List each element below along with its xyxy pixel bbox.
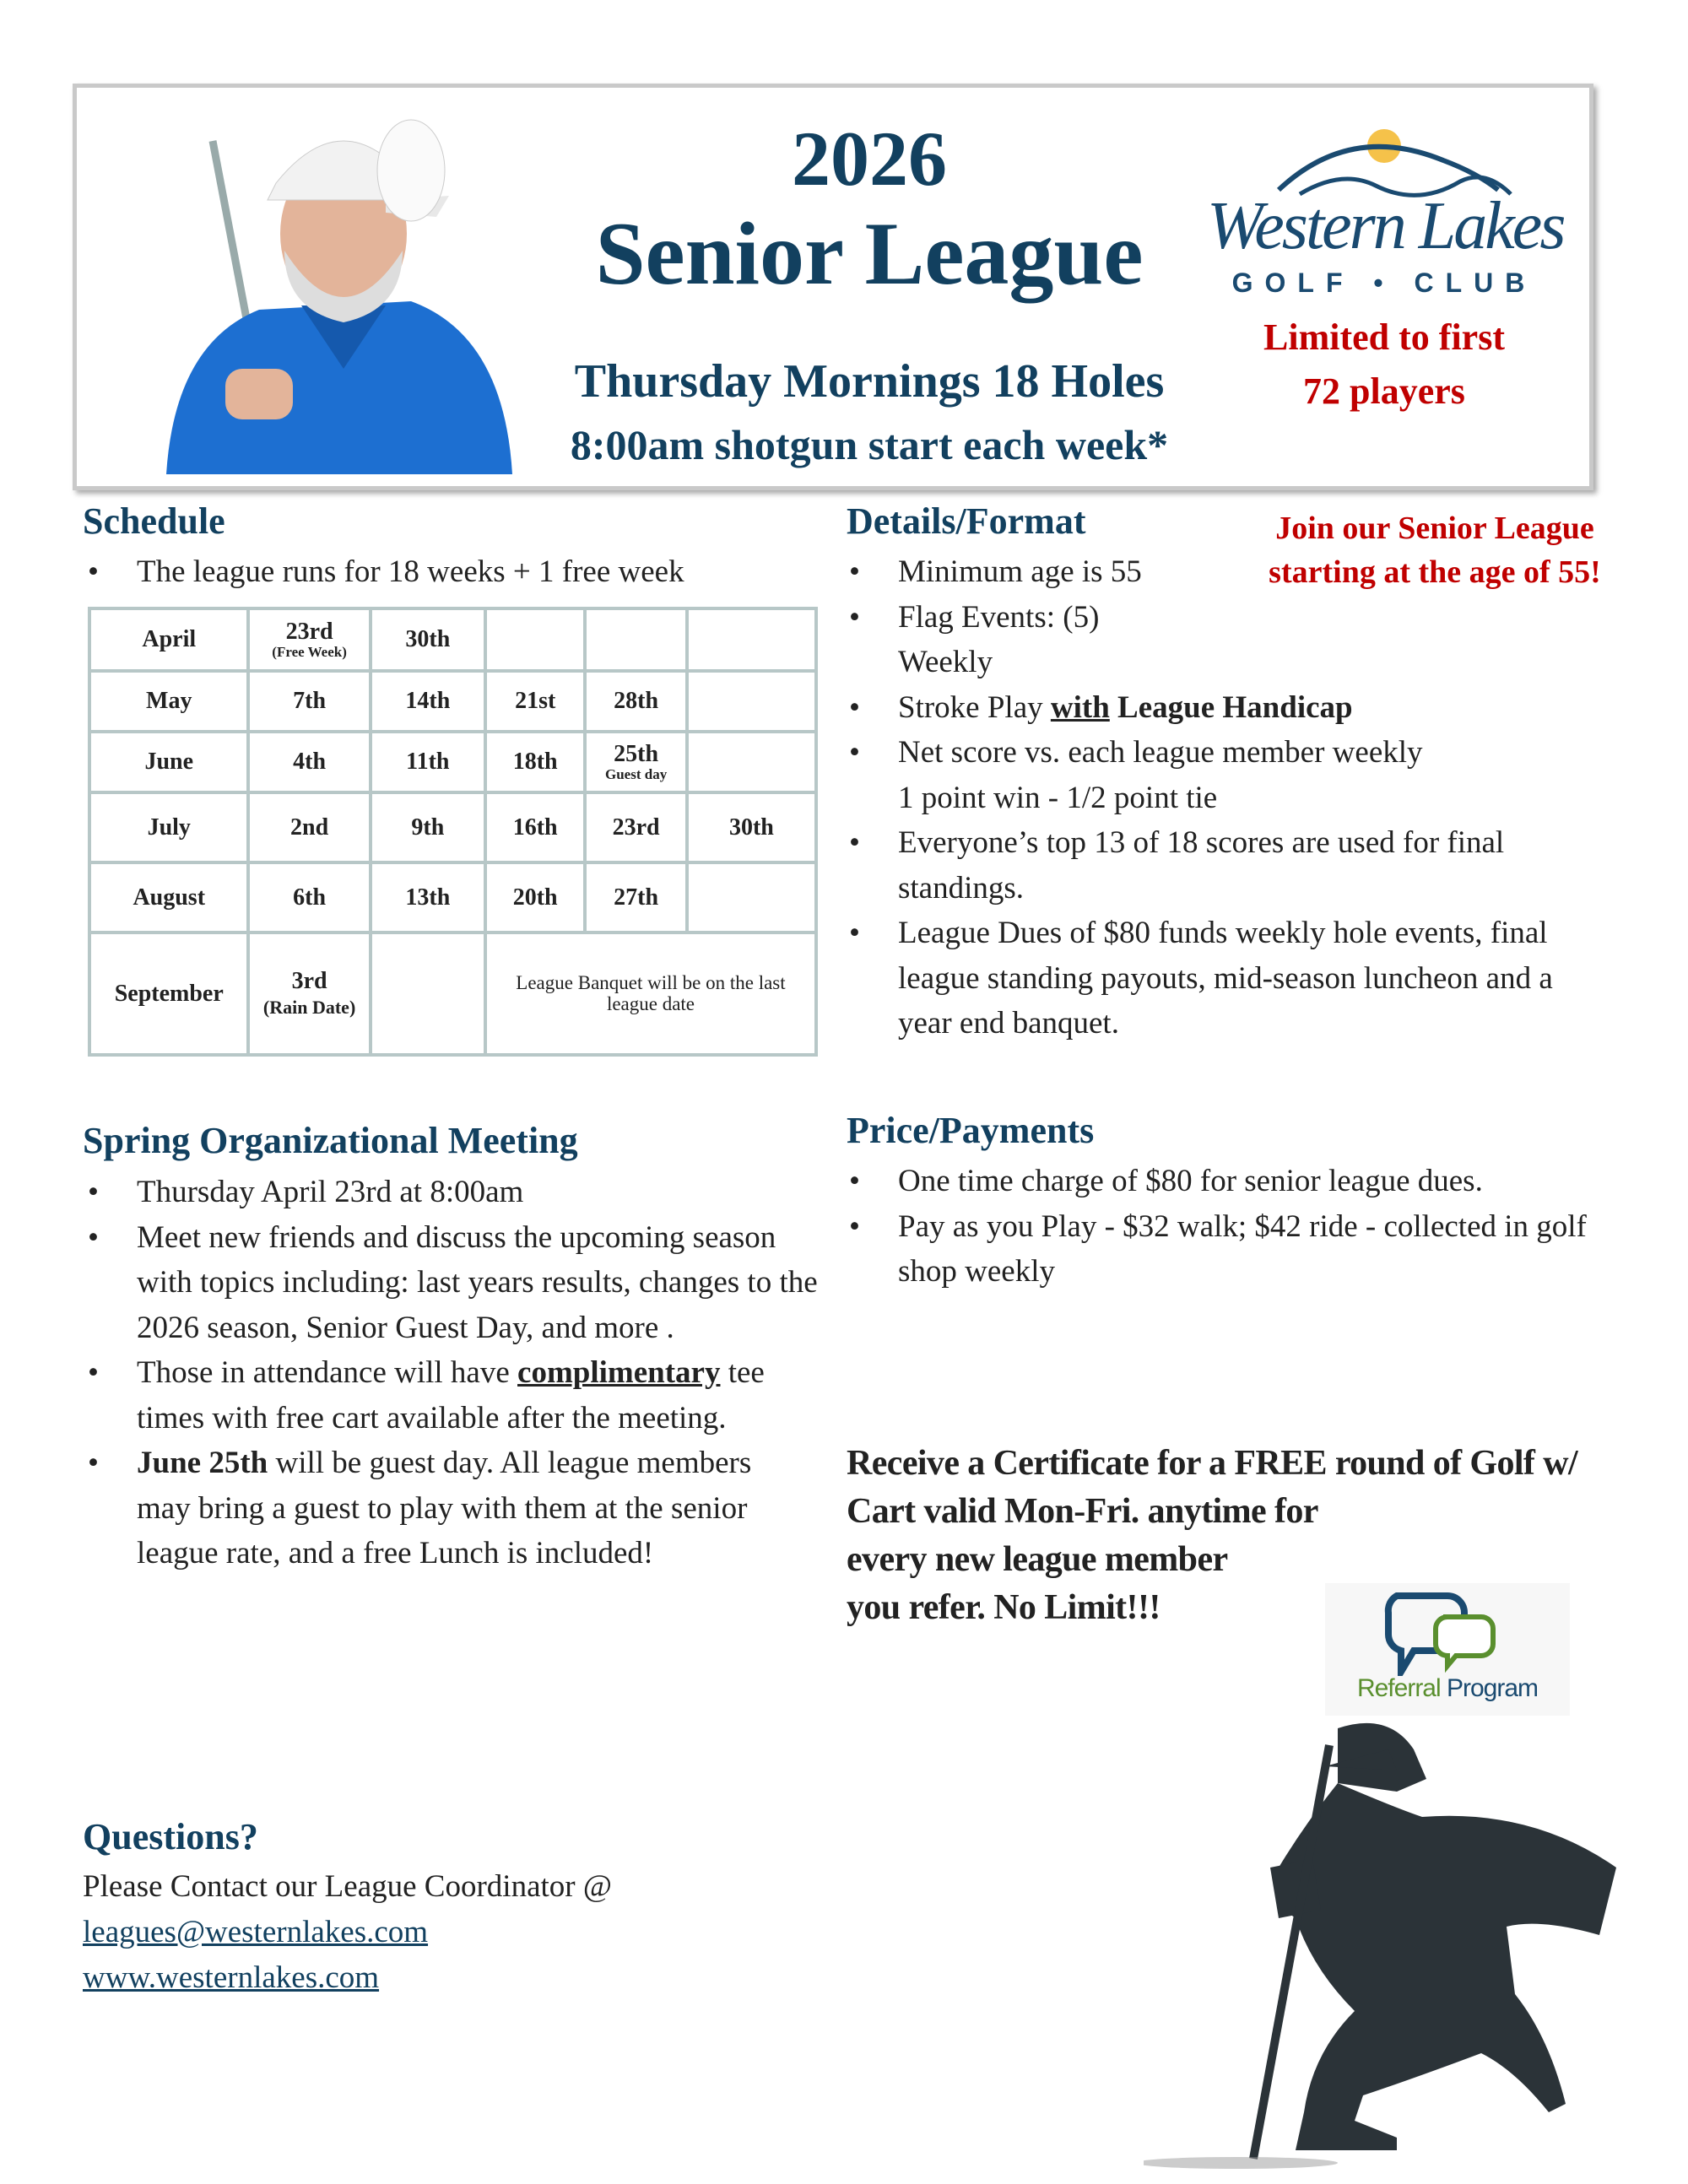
table-row: [89, 732, 816, 792]
month-cell: September: [89, 933, 248, 1055]
date-cell: 4th: [248, 732, 370, 792]
date-cell: 9th: [371, 792, 485, 862]
subtitle-thursday: Thursday Mornings 18 Holes: [574, 355, 1165, 408]
referral-line: every new league member: [847, 1540, 1228, 1579]
month-cell: June: [89, 732, 248, 792]
empty-cell: [371, 933, 485, 1055]
price-item: • Pay as you Play - $32 walk; $42 ride - collected in golf shop weekly: [849, 1204, 1609, 1295]
date-cell: 28th: [585, 671, 686, 732]
schedule-bullet: • The league runs for 18 weeks + 1 free week: [88, 549, 830, 595]
year-title: 2026: [792, 116, 947, 202]
table-row-september: [89, 933, 816, 1055]
price-heading: Price/Payments: [847, 1110, 1095, 1151]
limited-line-1: Limited to first: [1263, 316, 1505, 358]
date-cell: 18th: [485, 732, 585, 792]
details-item: • League Dues of $80 funds weekly hole events, final league standing payouts, mid-season luncheon and a year end banquet.: [849, 911, 1609, 1046]
email-link[interactable]: leagues@westernlakes.com: [83, 1915, 429, 1949]
limited-line-2: 72 players: [1303, 370, 1465, 412]
details-item: • Everyone’s top 13 of 18 scores are used for final standings.: [849, 820, 1539, 911]
date-cell: 16th: [485, 792, 585, 862]
date-cell: 13th: [371, 862, 485, 933]
empty-cell: [687, 608, 816, 671]
empty-cell: [485, 608, 585, 671]
referral-logo-text: Referral Program: [1356, 1674, 1539, 1702]
date-cell: 30th: [687, 792, 816, 862]
logo-name: Western Lakes: [1207, 189, 1564, 263]
join-promo-text: Join our Senior League starting at the age of 55!: [1269, 511, 1601, 590]
date-cell: 21st: [485, 671, 585, 732]
price-item: • One time charge of $80 for senior league dues.: [849, 1159, 1609, 1204]
banquet-note: League Banquet will be on the last league date: [485, 933, 816, 1055]
table-row: [89, 671, 816, 732]
schedule-heading: Schedule: [83, 500, 225, 542]
month-cell: August: [89, 862, 248, 933]
empty-cell: [585, 608, 686, 671]
date-cell: 23rd (Free Week): [248, 608, 370, 671]
referral-line: Receive a Certificate for a FREE round of Golf w/: [847, 1444, 1578, 1483]
table-row: [89, 792, 816, 862]
referral-line: Cart valid Mon-Fri. anytime for: [847, 1492, 1318, 1531]
meeting-item: • Those in attendance will have complimentary tee times with free cart available after the meeting.: [88, 1350, 839, 1441]
table-row: [89, 608, 816, 671]
details-list: [849, 549, 1609, 1046]
date-cell: 6th: [248, 862, 370, 933]
table-row: [89, 862, 816, 933]
referral-line: you refer. No Limit!!!: [847, 1588, 1160, 1627]
date-cell: 2nd: [248, 792, 370, 862]
senior-golfer-photo: [133, 90, 530, 474]
empty-cell: [687, 732, 816, 792]
date-cell: 3rd (Rain Date): [248, 933, 370, 1055]
details-item: • Net score vs. each league member weekly: [849, 730, 1609, 776]
crouching-golfer-silhouette: [1144, 1716, 1619, 2171]
details-item: • Minimum age is 55: [849, 549, 1185, 595]
date-cell: 23rd: [585, 792, 686, 862]
meeting-item: • Thursday April 23rd at 8:00am: [88, 1170, 839, 1215]
month-cell: July: [89, 792, 248, 862]
month-cell: May: [89, 671, 248, 732]
details-item: • Stroke Play with League Handicap: [849, 685, 1609, 731]
details-item: • Flag Events: (5) Weekly: [849, 595, 1185, 685]
meeting-heading: Spring Organizational Meeting: [83, 1120, 578, 1161]
price-list: [849, 1159, 1609, 1295]
website-link[interactable]: www.westernlakes.com: [83, 1960, 380, 1995]
referral-program-logo: [1325, 1583, 1570, 1716]
schedule-bullets: [88, 549, 830, 595]
league-title: Senior League: [595, 204, 1144, 303]
western-lakes-logo: [1207, 122, 1564, 304]
empty-cell: [687, 671, 816, 732]
questions-heading: Questions?: [83, 1816, 258, 1857]
meeting-item: • June 25th will be guest day. All league members may bring a guest to play with them at the senior league rate, and a free Lunch is included!: [88, 1441, 795, 1576]
date-cell: 14th: [371, 671, 485, 732]
details-heading: Details/Format: [847, 500, 1086, 542]
date-cell: 25th Guest day: [585, 732, 686, 792]
empty-cell: [687, 862, 816, 933]
details-item-continued: 1 point win - 1/2 point tie: [898, 780, 1218, 815]
meeting-list: [88, 1170, 839, 1576]
date-cell: 20th: [485, 862, 585, 933]
limited-notice: [1215, 311, 1553, 419]
date-cell: 30th: [371, 608, 485, 671]
date-cell: 11th: [371, 732, 485, 792]
speech-bubbles-icon: [1325, 1583, 1570, 1676]
meeting-item: • Meet new friends and discuss the upcoming season with topics including: last years results, changes to the 2026 season, Senior Guest Day, and more .: [88, 1215, 839, 1351]
schedule-table: [88, 607, 818, 1057]
month-cell: April: [89, 608, 248, 671]
contact-text: Please Contact our League Coordinator @: [83, 1869, 612, 1904]
date-cell: 27th: [585, 862, 686, 933]
subtitle-start-time: 8:00am shotgun start each week*: [570, 421, 1169, 468]
logo-subtitle: GOLF • CLUB: [1231, 268, 1537, 298]
contact-block: [83, 1864, 612, 2001]
date-cell: 7th: [248, 671, 370, 732]
